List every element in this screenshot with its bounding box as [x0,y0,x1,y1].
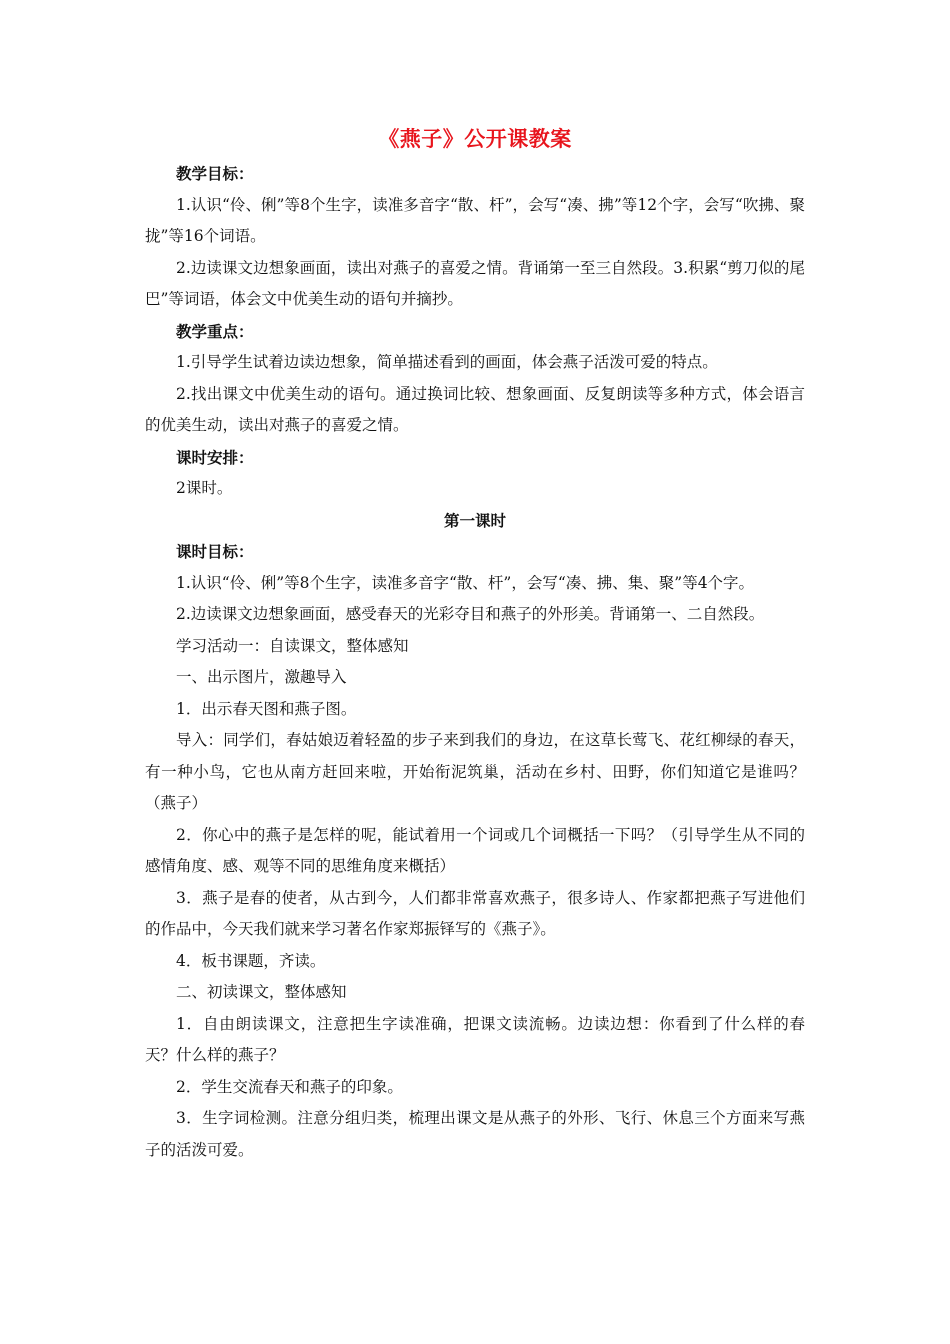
paragraph: 3．燕子是春的使者，从古到今，人们都非常喜欢燕子，很多诗人、作家都把燕子写进他们的作品中，今天我们就来学习著名作家郑振铎写的《燕子》。 [145,888,805,938]
heading-schedule: 课时安排： [176,447,254,467]
document-body [145,158,805,1166]
paragraph: 2．学生交流春天和燕子的印象。 [176,1077,403,1096]
paragraph: 一、出示图片，激趣导入 [176,668,347,686]
paragraph: 2.边读课文边想象画面，读出对燕子的喜爱之情。背诵第一至三自然段。3.积累“剪刀似的尾巴”等词语，体会文中优美生动的语句并摘抄。 [145,258,805,308]
paragraph: 1．出示春天图和燕子图。 [176,699,357,718]
paragraph: 导入：同学们，春姑娘迈着轻盈的步子来到我们的身边，在这草长莺飞、花红柳绿的春天，有一种小鸟，它也从南方赶回来啦，开始衔泥筑巢，活动在乡村、田野，你们知道它是谁吗？（燕子） [145,731,805,812]
paragraph: 4．板书课题，齐读。 [176,951,326,970]
heading-lesson-goals: 课时目标： [176,542,254,561]
paragraph: 2课时。 [176,479,233,497]
paragraph: 学习活动一：自读课文，整体感知 [176,636,409,655]
paragraph: 1.认识“伶、俐”等8个生字，读准多音字“散、杆”，会写“凑、拂、集、聚”等4个字。 [176,573,755,592]
heading-teaching-focus: 教学重点： [176,321,254,341]
paragraph: 1.引导学生试着边读边想象，简单描述看到的画面，体会燕子活泼可爱的特点。 [176,353,718,371]
paragraph: 2.找出课文中优美生动的语句。通过换词比较、想象画面、反复朗读等多种方式，体会语言的优美生动，读出对燕子的喜爱之情。 [145,384,805,434]
paragraph: 1.认识“伶、俐”等8个生字，读准多音字“散、杆”，会写“凑、拂”等12个字，会写“吹拂、聚拢”等16个词语。 [145,195,805,245]
paragraph: 2．你心中的燕子是怎样的呢，能试着用一个词或几个词概括一下吗？（引导学生从不同的感情角度、感、观等不同的思维角度来概括） [145,825,805,875]
document-title: 《燕子》公开课教案 [378,126,572,151]
paragraph: 3．生字词检测。注意分组归类，梳理出课文是从燕子的外形、飞行、休息三个方面来写燕子的活泼可爱。 [145,1109,805,1159]
paragraph: 1．自由朗读课文，注意把生字读准确，把课文读流畅。边读边想：你看到了什么样的春天？什么样的燕子？ [145,1014,805,1064]
heading-teaching-goals: 教学目标： [176,164,254,183]
paragraph: 二、初读课文，整体感知 [176,983,347,1001]
paragraph: 2.边读课文边想象画面，感受春天的光彩夺目和燕子的外形美。背诵第一、二自然段。 [176,605,765,623]
section-heading-first-lesson: 第一课时 [443,510,506,530]
